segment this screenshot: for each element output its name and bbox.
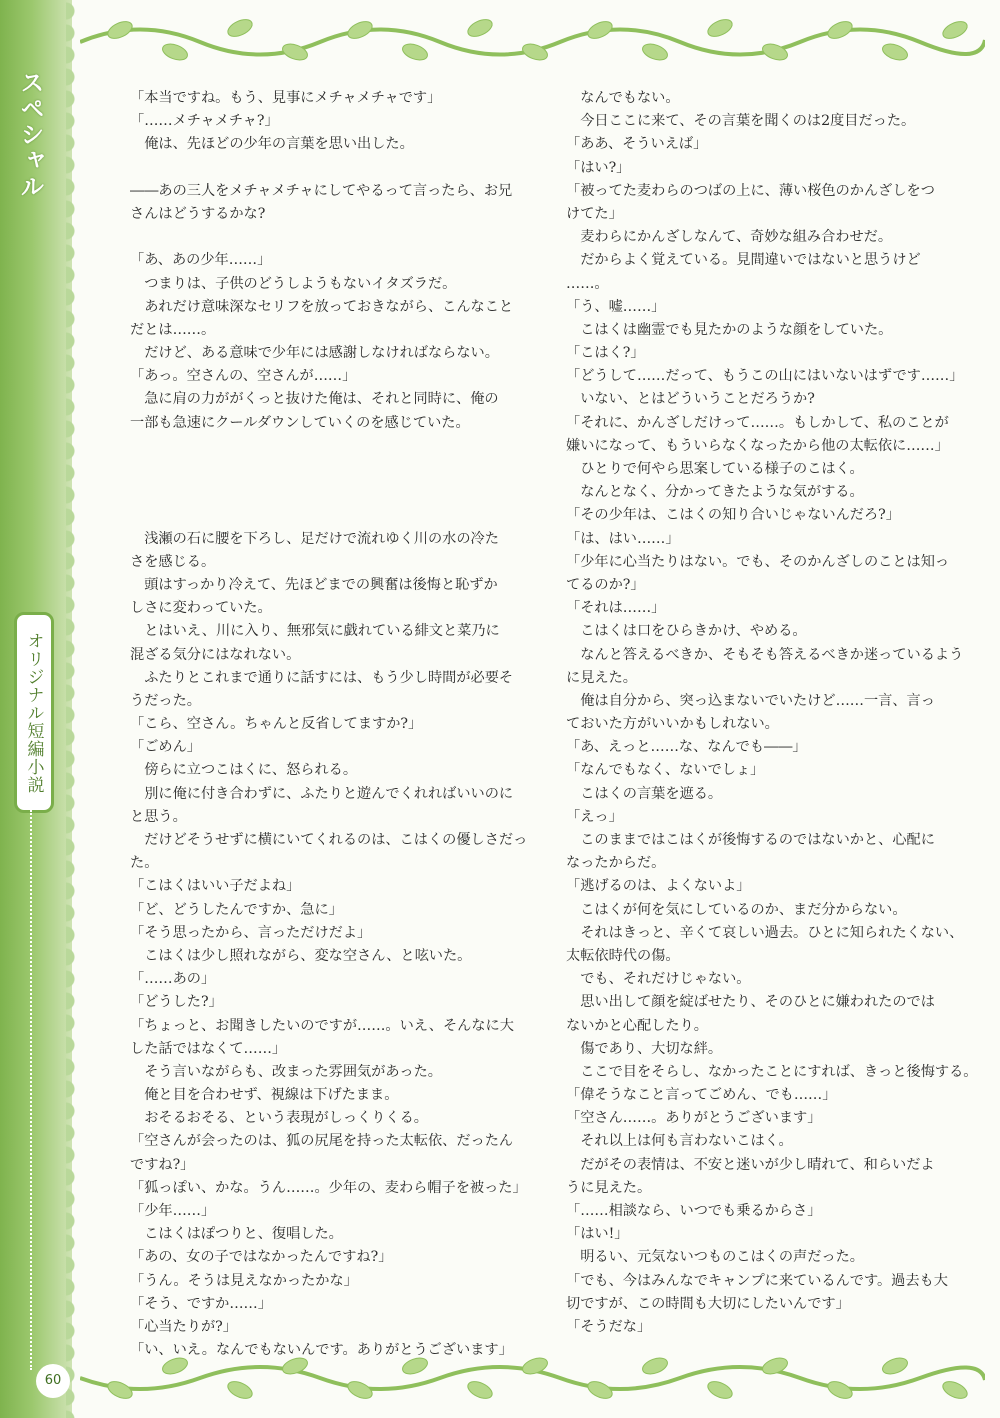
text-line: 嫌いになって、もういらなくなったから他の太転依に……」 [566, 437, 949, 454]
blank-line [130, 504, 516, 527]
text-line: なんと答えるべきか、そもそも答えるべきか迷っているよう [566, 646, 964, 663]
text-line: 「どうして……だって、もうこの山にはいないはずです……」 [566, 368, 964, 385]
text-line: 「少年……」 [130, 1203, 216, 1219]
text-line: いない、とはどういうことだろうか? [566, 391, 815, 408]
text-line: 思い出して顔を綻ばせたり、そのひとに嫌われたのでは [566, 994, 935, 1011]
text-line: なんとなく、分かってきたような気がする。 [566, 484, 864, 501]
text-line: 今日ここに来て、その言葉を聞くのは2度目だった。 [566, 113, 916, 130]
text-line: あれだけ意味深なセリフを放っておきながら、こんなこと [130, 298, 514, 315]
text-line: ひとりで何やら思案している様子のこはく。 [566, 461, 864, 477]
blank-line [130, 226, 516, 249]
text-line: と思う。 [130, 808, 187, 825]
text-line: だけどそうせずに横にいてくれるのは、こはくの優しさだっ [130, 832, 528, 848]
scalloped-edge [66, 0, 88, 1418]
text-line: 麦わらにかんざしなんて、奇妙な組み合わせだ。 [566, 229, 893, 246]
text-line: ないかと心配したり。 [566, 1017, 708, 1034]
text-line: 「それは……」 [566, 600, 666, 617]
left-text-column [130, 87, 528, 1362]
text-line: こはくは口をひらきかけ、やめる。 [566, 623, 807, 640]
text-line: 「あ、えっと……な、なんでも――」 [566, 739, 807, 756]
text-line: うに見えた。 [566, 1179, 652, 1196]
text-line: 「どうした?」 [130, 994, 223, 1011]
text-line: こはくは幽霊でも見たかのような顔をしていた。 [566, 321, 893, 338]
text-line: 一部も急速にクールダウンしていくのを感じていた。 [130, 414, 470, 431]
text-line: なったからだ。 [566, 855, 666, 872]
dotted-divider [30, 810, 32, 1370]
text-line: 「こはくはいい子だよね」 [130, 878, 301, 895]
text-line: 傍らに立つこはくに、怒られる。 [130, 762, 358, 779]
text-line: 「えっ」 [566, 808, 623, 825]
text-line: ……。 [566, 275, 609, 292]
top-vine-decoration [80, 12, 985, 66]
text-line: うだった。 [130, 692, 201, 709]
text-line: だとは……。 [130, 321, 216, 338]
text-line: 「狐っぽい、かな。うん……。少年の、麦わら帽子を被った」 [130, 1179, 527, 1196]
text-line: 「そう、ですか……」 [130, 1295, 272, 1312]
text-line: 「う、嘘……」 [566, 298, 666, 315]
section-label: スペシャル [16, 70, 44, 200]
text-line: 「……あの」 [130, 971, 216, 988]
text-line: 急に肩の力ががくっと抜けた俺は、それと同時に、俺の [130, 391, 499, 408]
text-line: 「あっ。空さんの、空さんが……」 [130, 368, 357, 385]
text-line: さんはどうするかな? [130, 205, 266, 222]
text-line: ておいた方がいいかもしれない。 [566, 716, 779, 733]
text-line: ――あの三人をメチャメチャにしてやるって言ったら、お兄 [130, 182, 513, 199]
text-line: しさに変わっていた。 [130, 600, 272, 617]
text-line: 「なんでもなく、ないでしょ」 [566, 762, 765, 779]
text-line: 「偉そうなこと言ってごめん、でも……」 [566, 1087, 837, 1104]
text-line: けてた」 [566, 205, 623, 222]
right-text-column [566, 87, 978, 1339]
text-line: さを感じる。 [130, 553, 216, 570]
subsection-tab [14, 612, 54, 813]
text-line: なんでもない。 [566, 90, 680, 106]
text-line: 「本当ですね。もう、見事にメチャメチャです」 [130, 90, 442, 106]
text-line: こはくはぽつりと、復唱した。 [130, 1226, 343, 1243]
text-line: 太転依時代の傷。 [566, 947, 680, 964]
text-line: 「うん。そうは見えなかったかな」 [130, 1272, 358, 1289]
blank-line [130, 157, 516, 180]
text-line: に見えた。 [566, 669, 637, 686]
text-line: だからよく覚えている。見間違いではないと思うけど [566, 252, 921, 269]
text-line: 「は、はい……」 [566, 530, 680, 547]
text-line: とはいえ、川に入り、無邪気に戯れている緋文と菜乃に [130, 623, 500, 640]
text-line: 俺は、先ほどの少年の言葉を思い出した。 [130, 136, 414, 153]
text-line: した話ではなくて……」 [130, 1040, 287, 1057]
text-line: 「こら、空さん。ちゃんと反省してますか?」 [130, 716, 423, 733]
text-line: それ以上は何も言わないこはく。 [566, 1133, 793, 1150]
text-line: こはくが何を気にしているのか、まだ分からない。 [566, 901, 907, 918]
text-line: 「こはく?」 [566, 345, 645, 362]
blank-line [130, 435, 516, 458]
text-line: 浅瀬の石に腰を下ろし、足だけで流れゆく川の水の冷た [130, 530, 499, 547]
text-line: こはくの言葉を遮る。 [566, 785, 723, 802]
text-line: でも、それだけじゃない。 [566, 971, 751, 988]
blank-line [130, 481, 516, 504]
text-line: 傷であり、大切な絆。 [566, 1040, 723, 1057]
text-line: だけど、ある意味で少年には感謝しなければならない。 [130, 345, 499, 362]
text-line: 「……メチャメチャ?」 [130, 113, 279, 130]
text-line: だがその表情は、不安と迷いが少し晴れて、和らいだよ [566, 1156, 935, 1173]
text-line: 「……相談なら、いつでも乗るからさ」 [566, 1203, 822, 1219]
text-line: 別に俺に付き合わずに、ふたりと遊んでくれればいいのに [130, 785, 514, 802]
text-line: 「少年に心当たりはない。でも、そのかんざしのことは知っ [566, 553, 950, 570]
text-line: 「そうだな」 [566, 1318, 652, 1335]
text-line: そう言いながらも、改まった雰囲気があった。 [130, 1063, 442, 1080]
text-line: 「あの、女の子ではなかったんですね?」 [130, 1249, 393, 1266]
text-line: てるのか?」 [566, 576, 645, 593]
text-line: 「空さんが会ったのは、狐の尻尾を持った太転依、だったん [130, 1133, 514, 1150]
text-line: 「はい!」 [566, 1226, 629, 1243]
subsection-label: オリジナル短編小説 [23, 631, 44, 794]
text-line: 「い、いえ。なんでもないんです。ありがとうございます」 [130, 1342, 513, 1359]
text-line: 「ど、どうしたんですか、急に」 [130, 901, 343, 918]
text-line: 明るい、元気ないつものこはくの声だった。 [566, 1249, 864, 1266]
text-line: このままではこはくが後悔するのではないかと、心配に [566, 832, 935, 848]
text-line: こはくは少し照れながら、変な空さん、と呟いた。 [130, 947, 472, 964]
text-line: それはきっと、辛くて哀しい過去。ひとに知られたくない、 [566, 924, 964, 941]
text-line: 「心当たりが?」 [130, 1318, 237, 1335]
text-line: 「あ、あの少年……」 [130, 252, 272, 269]
text-line: 俺は自分から、突っ込まないでいたけど……一言、言っ [566, 692, 935, 709]
text-line: 「その少年は、こはくの知り合いじゃないんだろ?」 [566, 507, 900, 524]
text-line: 「逃げるのは、よくないよ」 [566, 878, 751, 895]
text-line: ふたりとこれまで通りに話すには、もう少し時間が必要そ [130, 669, 514, 686]
text-line: 混ざる気分にはなれない。 [130, 646, 301, 663]
text-line: 「それに、かんざしだけって……。もしかして、私のことが [566, 414, 949, 431]
blank-line [130, 458, 516, 481]
text-line: 俺と目を合わせず、視線は下げたまま。 [130, 1087, 399, 1104]
text-line: 「でも、今はみんなでキャンプに来ているんです。過去も大 [566, 1272, 948, 1289]
text-line: 切ですが、この時間も大切にしたいんです」 [566, 1295, 850, 1312]
text-line: ここで目をそらし、なかったことにすれば、きっと後悔する。 [566, 1063, 978, 1080]
text-line: た。 [130, 855, 159, 872]
text-line: 「ああ、そういえば」 [566, 136, 708, 153]
text-line: 「空さん……。ありがとうございます」 [566, 1110, 822, 1127]
text-line: 頭はすっかり冷えて、先ほどまでの興奮は後悔と恥ずか [130, 576, 498, 593]
text-line: 「そう思ったから、言っただけだよ」 [130, 924, 372, 941]
text-line: 「ちょっと、お聞きしたいのですが……。いえ、そんなに大 [130, 1017, 514, 1034]
text-line: ですね?」 [130, 1156, 195, 1173]
page-number: 60 [36, 1364, 70, 1398]
text-line: 「はい?」 [566, 159, 631, 176]
text-line: つまりは、子供のどうしようもないイタズラだ。 [130, 275, 457, 292]
text-line: 「被ってた麦わらのつばの上に、薄い桜色のかんざしをつ [566, 182, 935, 199]
text-line: おそるおそる、という表現がしっくりくる。 [130, 1110, 428, 1127]
text-line: 「ごめん」 [130, 739, 201, 756]
